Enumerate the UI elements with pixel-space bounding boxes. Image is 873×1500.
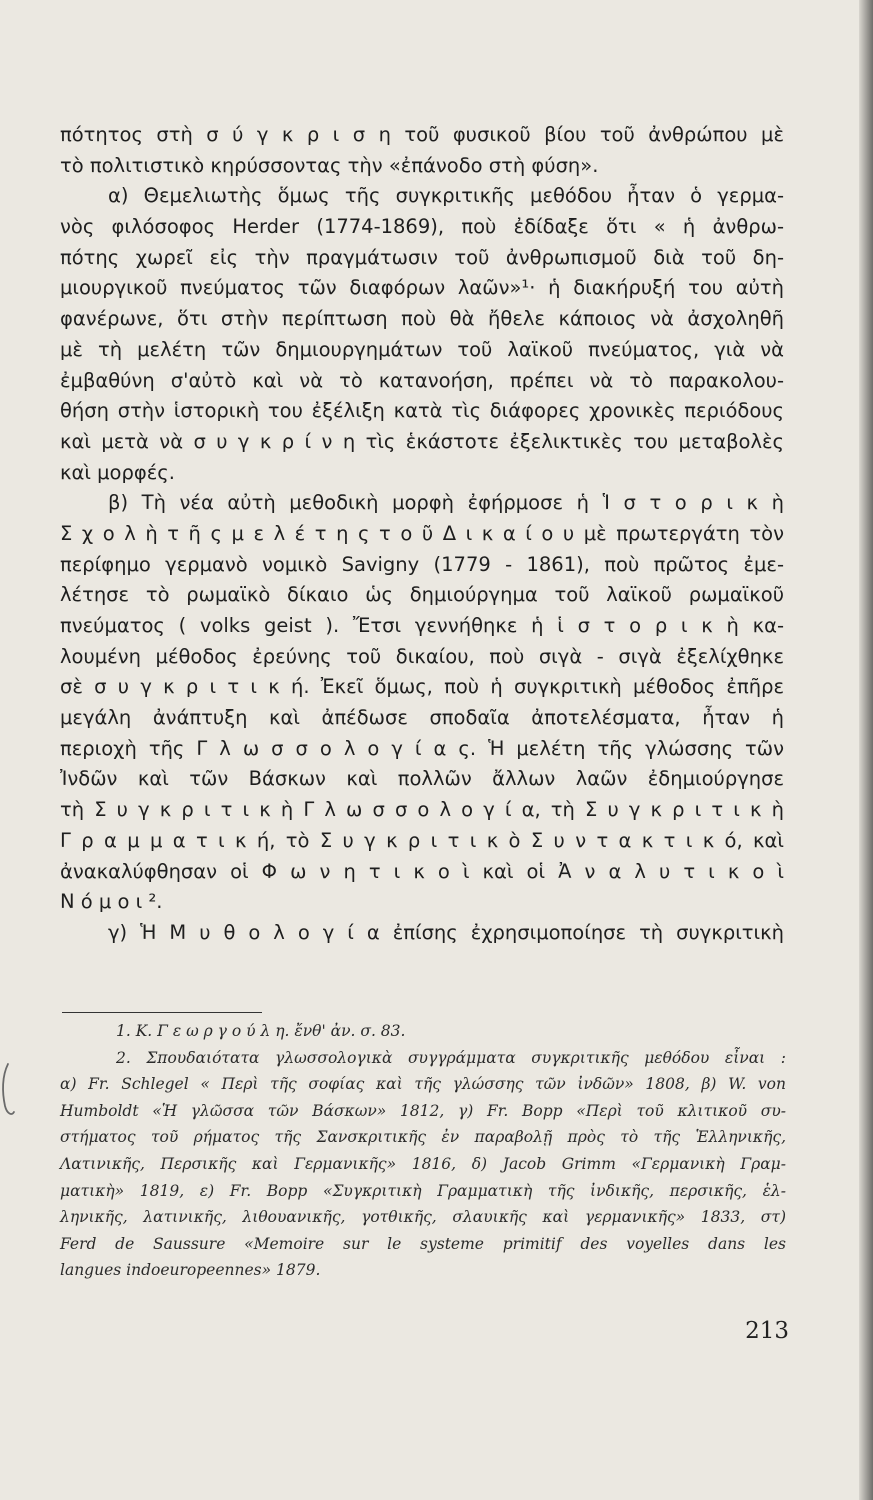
text-line: μιουργικοῦ πνεύματος τῶν διαφόρων λαῶν»¹· ἡ διακήρυξή του αὐτὴ xyxy=(60,276,784,300)
footnote-line: α) Fr. Schlegel « Περὶ τῆς σοφίας καὶ τῆς γλώσσης τῶν ἰνδῶν» 1808, β) W. von xyxy=(60,1075,786,1094)
text-line: τὸ πολιτιστικὸ κηρύσσοντας τὴν «ἐπάνοδο στὴ φύση». xyxy=(60,153,599,177)
text-line: λέτησε τὸ ρωμαϊκὸ δίκαιο ὡς δημιούργημα τοῦ λαϊκοῦ ρωμαϊκοῦ xyxy=(60,583,784,607)
text-line: πότητος στὴ σ ύ γ κ ρ ι σ η τοῦ φυσικοῦ βίου τοῦ ἀνθρώπου μὲ xyxy=(60,123,784,146)
text-line: καὶ μορφές. xyxy=(60,460,175,484)
handwritten-margin-mark xyxy=(0,1062,16,1118)
text-line: Ἰνδῶν καὶ τῶν Βάσκων καὶ πολλῶν ἄλλων λαῶν ἐδημιούργησε xyxy=(60,767,784,791)
text-line: νὸς φιλόσοφος Herder (1774-1869), ποὺ ἐδίδαξε ὅτι « ἡ ἀνθρω- xyxy=(60,215,784,239)
text-line: γ) Ἡ Μ υ θ ο λ ο γ ί α ἐπίσης ἐχρησιμοποίησε τὴ συγκριτικὴ xyxy=(108,920,784,944)
text-line: πνεύματος ( volks geist ). Ἔτσι γεννήθηκε ἡ ἱ σ τ ο ρ ι κ ὴ κα- xyxy=(60,614,784,637)
text-line: περίφημο γερμανὸ νομικὸ Savigny (1779 - 1861), ποὺ πρῶτος ἐμε- xyxy=(60,552,784,576)
footnote-line: Λατινικῆς, Περσικῆς καὶ Γερμανικῆς» 1816, δ) Jacob Grimm «Γερμανικὴ Γραμ- xyxy=(60,1154,786,1173)
text-line: Γ ρ α μ μ α τ ι κ ή, τὸ Σ υ γ κ ρ ι τ ι κ ὸ Σ υ ν τ α κ τ ι κ ό, καὶ xyxy=(60,828,784,852)
text-line: σὲ σ υ γ κ ρ ι τ ι κ ή. Ἐκεῖ ὅμως, ποὺ ἡ συγκριτικὴ μέθοδος ἐπῆρε xyxy=(60,675,784,699)
text-line: λουμένη μέθοδος ἐρεύνης τοῦ δικαίου, ποὺ σιγὰ - σιγὰ ἐξελίχθηκε xyxy=(60,644,784,668)
footnote-line: 2. Σπουδαιότατα γλωσσολογικὰ συγγράμματα συγκριτικῆς μεθόδου εἶναι : xyxy=(116,1048,786,1067)
text-line: β) Τὴ νέα αὐτὴ μεθοδικὴ μορφὴ ἐφήρμοσε ἡ Ἱ σ τ ο ρ ι κ ὴ xyxy=(108,491,784,515)
main-text xyxy=(60,120,784,949)
text-line: πότης χωρεῖ εἰς τὴν πραγμάτωσιν τοῦ ἀνθρωπισμοῦ διὰ τοῦ δη- xyxy=(60,245,784,269)
footnote-divider xyxy=(62,1012,262,1013)
page-gutter-shadow xyxy=(859,0,873,1500)
footnote-line: langues indoeuropeennes» 1879. xyxy=(60,1261,321,1280)
text-line: Ν ό μ ο ι ². xyxy=(60,890,163,914)
text-line: Σ χ ο λ ὴ τ ῆ ς μ ε λ έ τ η ς τ ο ῦ Δ ι κ α ί ο υ μὲ πρωτεργάτη τὸν xyxy=(60,521,784,545)
footnote-line: στήματος τοῦ ρήματος τῆς Σανσκριτικῆς ἐν παραβολῇ πρὸς τὸ τῆς Ἑλληνικῆς, xyxy=(60,1128,786,1147)
text-line: ἀνακαλύφθησαν οἱ Φ ω ν η τ ι κ ο ὶ καὶ οἱ Ἀ ν α λ υ τ ι κ ο ὶ xyxy=(60,859,784,883)
text-line: θήση στὴν ἱστορικὴ του ἐξέλιξη κατὰ τὶς διάφορες χρονικὲς περιόδους xyxy=(60,399,784,423)
text-line: τὴ Σ υ γ κ ρ ι τ ι κ ὴ Γ λ ω σ σ ο λ ο γ ί α, τὴ Σ υ γ κ ρ ι τ ι κ ὴ xyxy=(60,798,784,822)
text-line: μὲ τὴ μελέτη τῶν δημιουργημάτων τοῦ λαϊκοῦ πνεύματος, γιὰ νὰ xyxy=(60,337,784,361)
footnote-line: 1. Κ. Γ ε ω ρ γ ο ύ λ η. ἔνθ' ἀν. σ. 83. xyxy=(116,1022,406,1040)
text-line: καὶ μετὰ νὰ σ υ γ κ ρ ί ν η τὶς ἑκάστοτε ἐξελικτικὲς του μεταβολὲς xyxy=(60,429,784,453)
page-number: 213 xyxy=(745,1318,789,1344)
text-line: ἐμβαθύνη σ'αὐτὸ καὶ νὰ τὸ κατανοήση, πρέπει νὰ τὸ παρακολου- xyxy=(60,368,784,392)
text-line: α) Θεμελιωτὴς ὅμως τῆς συγκριτικῆς μεθόδου ἦταν ὁ γερμα- xyxy=(108,184,784,208)
footnote-line: ματικὴ» 1819, ε) Fr. Bopp «Συγκριτικὴ Γραμματικὴ τῆς ἰνδικῆς, περσικῆς, ἑλ- xyxy=(60,1181,786,1200)
text-line: μεγάλη ἀνάπτυξη καὶ ἀπέδωσε σποδαῖα ἀποτελέσματα, ἦταν ἡ xyxy=(60,706,784,730)
footnote-line: Ferd de Saussure «Memoire sur le systeme primitif des voyelles dans les xyxy=(60,1234,786,1253)
text-line: περιοχὴ τῆς Γ λ ω σ σ ο λ ο γ ί α ς. Ἡ μελέτη τῆς γλώσσης τῶν xyxy=(60,736,784,760)
text-line: φανέρωνε, ὅτι στὴν περίπτωση ποὺ θὰ ἤθελε κάποιος νὰ ἀσχοληθῆ xyxy=(60,307,784,331)
footnote-line: ληνικῆς, λατινικῆς, λιθουανικῆς, γοτθικῆς, σλαυικῆς καὶ γερμανικῆς» 1833, στ) xyxy=(60,1208,786,1227)
footnote-line: Humboldt «Ἡ γλῶσσα τῶν Βάσκων» 1812, γ) Fr. Bopp «Περὶ τοῦ κλιτικοῦ συ- xyxy=(60,1101,786,1120)
footnotes xyxy=(60,1018,786,1284)
